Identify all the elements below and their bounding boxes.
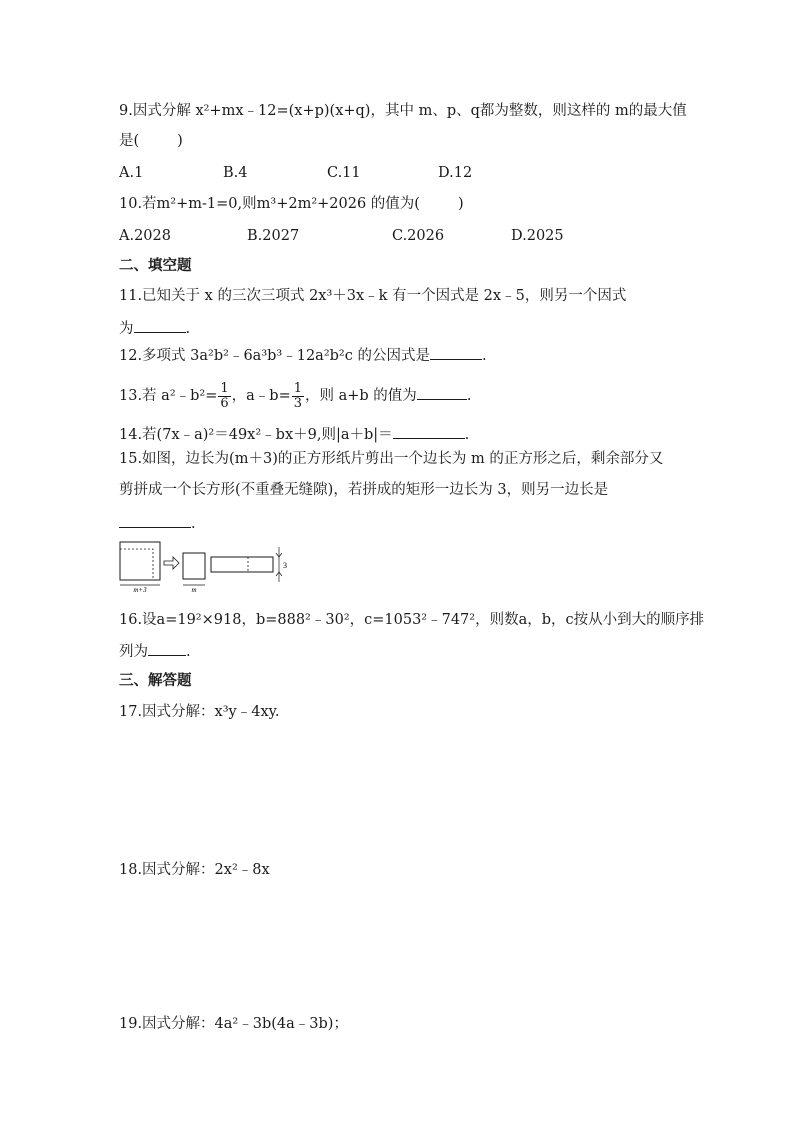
question-15-line1: 15.如图，边长为(m＋3)的正方形纸片剪出一个边长为 m 的正方形之后，剩余部分又 <box>119 451 664 467</box>
fraction-denominator: 3 <box>293 395 303 411</box>
question-12-stem: 12.多项式 3a²b²﹣6a³b³﹣12a²b²c 的公因式是 <box>119 348 430 364</box>
answer-blank <box>393 423 465 439</box>
section-heading-solve: 三、解答题 <box>119 673 192 689</box>
small-square <box>183 553 205 579</box>
question-16-line1: 16.设a=19²×918，b=888²﹣30²，c=1053²﹣747²，则数a，b，c按从小到大的顺序排 <box>119 612 705 628</box>
question-15-text-blank <box>119 512 196 534</box>
rectangle <box>211 557 273 572</box>
question-11-line1: 11.已知关于 x 的三次三项式 2x³＋3x﹣k 有一个因式是 2x﹣5，则另一个因式 <box>119 288 627 304</box>
question-14-text <box>119 423 469 445</box>
fraction-one-sixth <box>218 382 230 411</box>
question-13-text <box>119 378 471 414</box>
q10-option-d: D.2025 <box>511 228 564 244</box>
fraction-denominator: 6 <box>220 395 229 411</box>
question-16-text-cont <box>119 640 191 662</box>
question-9-text-cont <box>119 131 183 151</box>
question-19-text: 19.因式分解：4a²﹣3b(4a﹣3b)； <box>119 1016 348 1032</box>
answer-blank <box>430 344 482 360</box>
q9-option-b: B.4 <box>223 165 248 181</box>
section-heading-fill-in: 二、填空题 <box>119 258 192 274</box>
q9-option-c: C.11 <box>327 165 361 181</box>
question-9-text <box>119 101 687 121</box>
question-13-part3: ，则 a+b 的值为 <box>305 388 417 404</box>
paren-close: ) <box>457 196 464 212</box>
question-17-text: 17.因式分解：x³y﹣4xy. <box>119 704 280 720</box>
label-m: m <box>191 586 197 593</box>
question-18-text: 18.因式分解：2x²﹣8x <box>119 862 270 878</box>
fraction-numerator: 1 <box>293 380 303 396</box>
question-15-text-cont <box>119 480 608 500</box>
question-11-line2: 为 <box>119 321 134 337</box>
question-12-text <box>119 344 487 366</box>
label-3: 3 <box>283 561 287 570</box>
period: . <box>185 321 191 337</box>
label-m-plus-3: m+3 <box>133 586 147 593</box>
question-10-stem: 10.若m²+m-1=0,则m³+2m²+2026 的值为( <box>119 196 420 212</box>
question-15-text <box>119 449 663 469</box>
question-13-part1: 13.若 a²﹣b²= <box>119 388 218 404</box>
period: . <box>466 388 472 404</box>
question-13-part2: ，a﹣b= <box>231 388 291 404</box>
question-16-line2: 列为 <box>119 644 148 660</box>
q15-figure <box>119 541 289 593</box>
question-9-line1: 9.因式分解 x²+mx﹣12=(x+p)(x+q)，其中 m、p、q都为整数，则这样的 m的最大值 <box>119 103 687 119</box>
period: . <box>481 348 487 364</box>
arrow-icon <box>164 557 179 569</box>
question-9-line2: 是( <box>119 133 140 149</box>
big-square <box>120 542 160 580</box>
fraction-numerator: 1 <box>220 380 229 396</box>
period: . <box>186 644 191 660</box>
q10-option-a: A.2028 <box>119 228 171 244</box>
question-10-text <box>119 194 464 214</box>
period: . <box>191 516 196 532</box>
q10-option-c: C.2026 <box>392 228 445 244</box>
answer-blank <box>148 640 186 656</box>
question-11-text <box>119 286 626 306</box>
answer-blank <box>119 512 191 528</box>
q10-option-b: B.2027 <box>247 228 300 244</box>
question-11-text-cont <box>119 317 190 339</box>
answer-blank <box>417 384 467 400</box>
question-14-stem: 14.若(7x﹣a)²＝49x²﹣bx＋9,则|a＋b|＝ <box>119 427 393 443</box>
period: . <box>464 427 470 443</box>
q9-option-a: A.1 <box>119 165 144 181</box>
question-15-line2: 剪拼成一个长方形(不重叠无缝隙)，若拼成的矩形一边长为 3，则另一边长是 <box>119 482 609 498</box>
fraction-one-third <box>292 382 304 411</box>
answer-blank <box>134 317 186 333</box>
inner-dashed-square <box>120 549 153 580</box>
paren-close: ) <box>177 133 183 149</box>
question-16-text <box>119 610 704 630</box>
q9-option-d: D.12 <box>438 165 473 181</box>
